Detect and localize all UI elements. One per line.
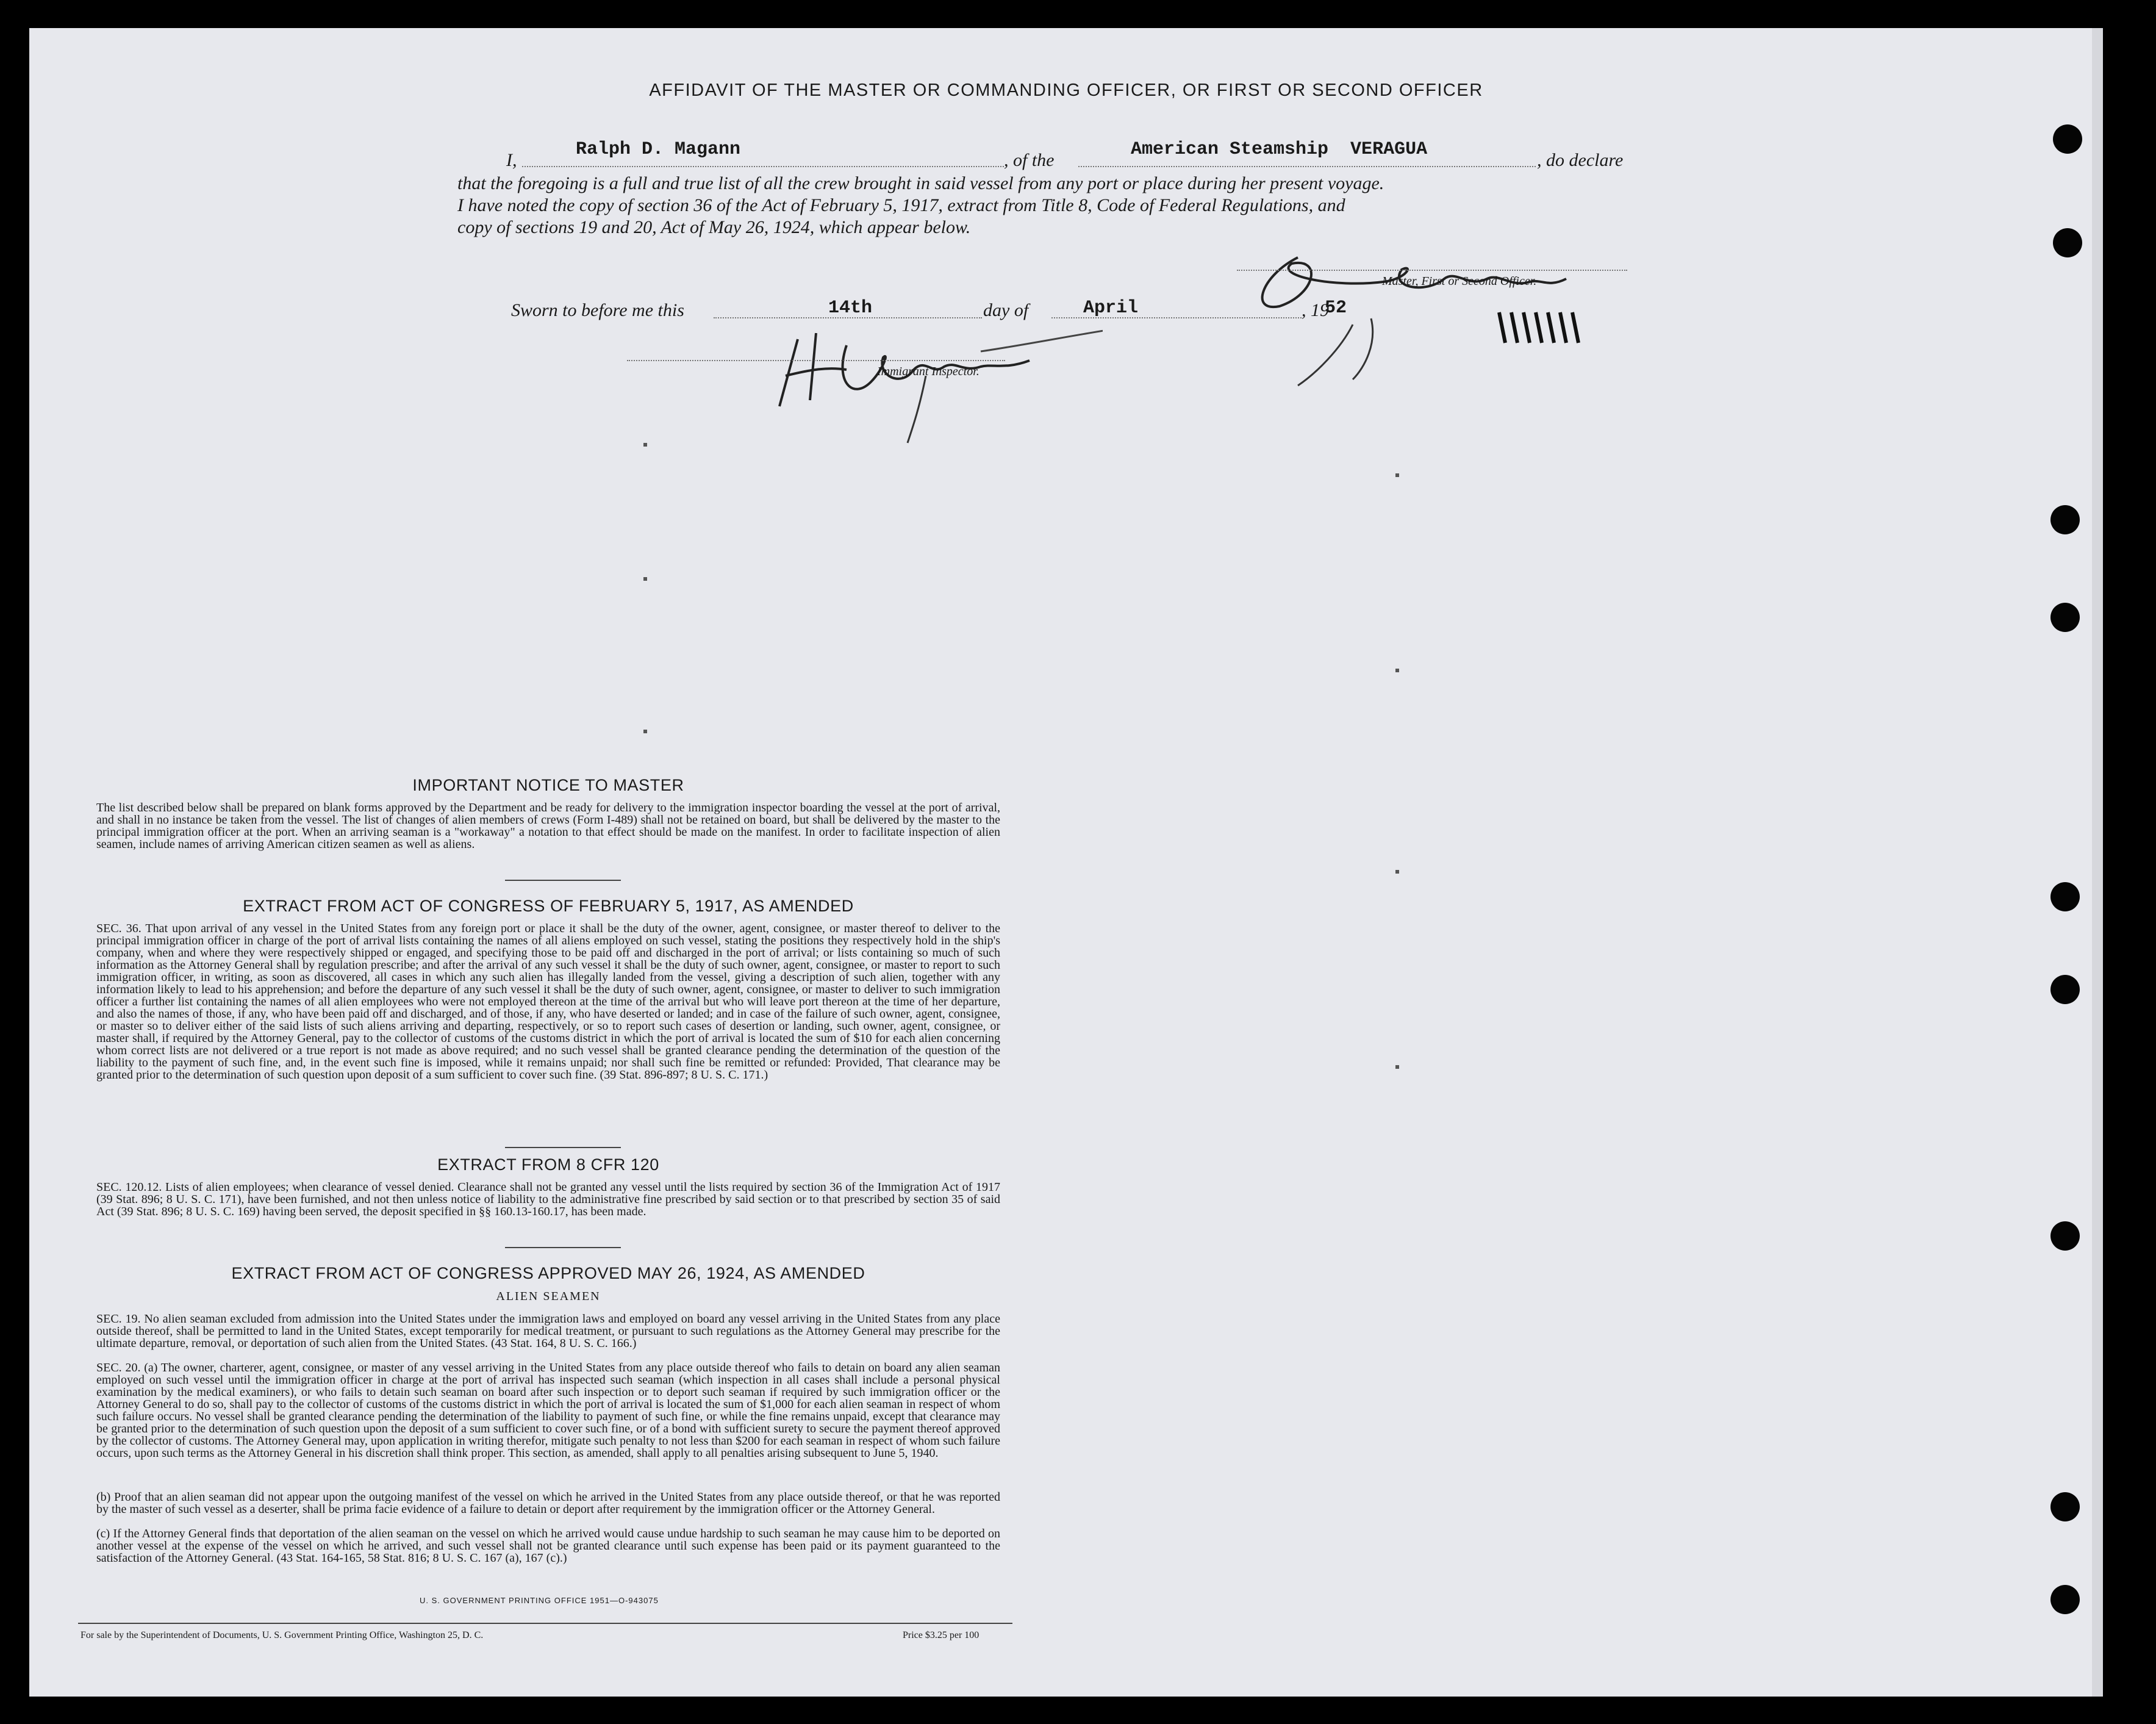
punch-hole xyxy=(2050,505,2080,534)
affidavit-title: AFFIDAVIT OF THE MASTER OR COMMANDING OFFICER, OR FIRST OR SECOND OFFICER xyxy=(649,81,1483,100)
margin-mark xyxy=(1395,669,1399,672)
sec-20b-text: (b) Proof that an alien seaman did not appear upon the outgoing manifest of the vessel on which he arrived in the United States from any place outside thereof, or that he was reported by the master of such vessel as a deserter, shall be prima facie evidence of a failure to detain or deport after requirement by the immigration officer or the Attorney General. xyxy=(96,1490,1000,1516)
gpo-imprint: U. S. GOVERNMENT PRINTING OFFICE 1951—O-943075 xyxy=(420,1596,659,1605)
punch-hole xyxy=(2050,882,2080,911)
sec-20c-text: (c) If the Attorney General finds that deportation of the alien seaman on the vessel on which he arrived would cause undue hardship to such seaman he may cause him to be deported on another vessel at the expense of the vessel on which he arrived, and such vessel shall not be granted clearance until such expense has been paid or its payment guaranteed to the satisfaction of the Attorney General. (43 Stat. 164-165, 58 Stat. 816; 8 U. S. C. 167 (a), 167 (c).) xyxy=(96,1527,1000,1565)
divider xyxy=(505,880,621,881)
master-caption: Master, First or Second Officer. xyxy=(1382,275,1537,288)
footer-sale-note: For sale by the Superintendent of Documents, U. S. Government Printing Office, Washington 25, D. C. xyxy=(81,1630,484,1640)
extract-cfr-title: EXTRACT FROM 8 CFR 120 xyxy=(437,1155,659,1174)
document-page xyxy=(29,28,2103,1697)
page-edge xyxy=(2092,28,2103,1697)
punch-hole xyxy=(2050,1585,2080,1614)
punch-hole xyxy=(2053,228,2082,257)
extract-1924-title: EXTRACT FROM ACT OF CONGRESS APPROVED MAY 26, 1924, AS AMENDED xyxy=(231,1264,865,1282)
sworn-day: 14th xyxy=(828,298,873,318)
master-name: Ralph D. Magann xyxy=(576,139,741,160)
footer-price: Price $3.25 per 100 xyxy=(903,1630,980,1640)
affidavit-line-3: I have noted the copy of section 36 of the Act of February 5, 1917, extract from Title 8, Code of Federal Regulations, and xyxy=(457,195,1345,215)
name-line xyxy=(522,166,1004,167)
inspector-signature-line xyxy=(627,360,1005,361)
notice-title: IMPORTANT NOTICE TO MASTER xyxy=(412,776,684,794)
extract-1917-body: SEC. 36. That upon arrival of any vessel in the United States from any foreign port or place it shall be the duty of the owner, agent, consignee, or master thereof to deliver to the principal immigration officer in charge of the port of arrival lists containing the names of all aliens employed on such vessel, stating the positions they respectively hold in the ship's company, when and where they were respectively shipped or engaged, and specifying those to be paid off and discharged in the port of arrival; or lists containing so much of such information as the Attorney General shall by regulation prescribe; and after the arrival of any such vessel it shall be the duty of such owner, agent, consignee, or master to report to such immigration officer, in writing, as soon as discovered, all cases in which any such alien has illegally landed from the vessel, giving a description of such alien, together with any information likely to lead to his apprehension; and before the departure of any such vessel it shall be the duty of such owner, agent, consignee, or master to deliver to such immigration officer a further list containing the names of all alien employees who were not employed thereon at the time of the arrival but who will leave port thereon at the time of her departure, and also the names of those, if any, who have been paid off and discharged, and of those, if any, who have deserted or landed; and in case of the failure of such owner, agent, consignee, or master so to deliver either of the said lists of such aliens arriving and departing, respectively, or so to report such cases of desertion or landing, such owner, agent, consignee, or master shall, if required by the Attorney General, pay to the collector of customs of the customs district in which the port of arrival is located the sum of $10 for each alien concerning whom correct lists are not delivered or a true report is not made as above required; and no such vessel shall be granted clearance pending the determination of the question of the liability to the payment of such fine, and, in the event such fine is imposed, while it remains unpaid; nor shall such fine be remitted or refunded: Provided, That clearance may be granted prior to the determination of such question upon deposit of a sum sufficient to cover such fine. (39 Stat. 896-897; 8 U. S. C. 171.) xyxy=(96,922,1000,1082)
master-signature-line xyxy=(1237,270,1627,271)
margin-mark xyxy=(643,443,647,447)
footer-rule xyxy=(78,1623,1012,1624)
master-signature xyxy=(1225,221,1652,398)
margin-mark xyxy=(1395,473,1399,477)
divider xyxy=(505,1147,621,1148)
vessel-name: American Steamship VERAGUA xyxy=(1131,139,1428,160)
punch-hole xyxy=(2050,975,2080,1004)
punch-hole xyxy=(2050,603,2080,632)
divider xyxy=(505,1247,621,1248)
margin-mark xyxy=(1395,1065,1399,1069)
year-prefix: , 19 xyxy=(1302,300,1329,320)
punch-hole xyxy=(2053,124,2082,154)
sworn-label: Sworn to before me this xyxy=(511,300,684,320)
sworn-month: April xyxy=(1083,298,1139,318)
punch-hole xyxy=(2050,1492,2080,1521)
margin-mark xyxy=(643,577,647,581)
extract-1917-title: EXTRACT FROM ACT OF CONGRESS OF FEBRUARY 5, 1917, AS AMENDED xyxy=(243,897,854,915)
margin-mark xyxy=(643,730,647,733)
day-of-label: day of xyxy=(983,300,1029,320)
sec-20a-text: SEC. 20. (a) The owner, charterer, agent, consignee, or master of any vessel arriving in the United States from any place outside thereof who fails to detain on board any alien seaman employed on such vessel until the immigration officer in charge at the port of arrival has inspected such seaman (which inspection in all cases shall include a personal physical examination by the medical examiners), or who fails to detain such seaman on board after such inspection or to deport such seaman if required by such immigration officer or the Attorney General to do so, shall pay to the collector of customs of the customs district in which the port of arrival is located the sum of $1,000 for each alien seaman in respect of whom such failure occurs. No vessel shall be granted clearance pending the determination of the liability to payment of such fine, or while the fine remains unpaid, except that clearance may be granted prior to the determination of such question upon the deposit of a sum sufficient to cover such fine, or of a bond with sufficient surety to secure the payment thereof approved by the collector of customs. The Attorney General may, upon application in writing therefor, mitigate such penalty to not less than $200 for each seaman in respect of whom such failure occurs, upon such terms as the Attorney General in his discretion shall think proper. This section, as amended, shall apply to all penalties arising subsequent to June 5, 1940. xyxy=(96,1361,1000,1460)
of-the-label: , of the xyxy=(1004,150,1055,170)
do-declare-label: , do declare xyxy=(1537,150,1624,170)
extract-cfr-body: SEC. 120.12. Lists of alien employees; when clearance of vessel denied. Clearance shall not be granted any vessel until the lists required by section 36 of the Immigration Act of 1917 (39 Stat. 896; 8 U. S. C. 171), have been furnished, and not then unless notice of liability to the administrative fine prescribed by said section or to that prescribed by section 35 of said Act (39 Stat. 896; 8 U. S. C. 169) having been served, the deposit specified in §§ 160.13-160.17, has been made. xyxy=(96,1180,1000,1218)
margin-mark xyxy=(1395,870,1399,874)
punch-hole xyxy=(2050,1221,2080,1251)
notice-body: The list described below shall be prepared on blank forms approved by the Department and be ready for delivery to the immigration inspector boarding the vessel at the port of arrival, and shall in no instance be taken from the vessel. The list of changes of alien members of crews (Form I-489) shall not be retained on board, but shall be delivered by the master to the principal immigration officer at the port. When an arriving seaman is a "workaway" a notation to that effect should be made on the manifest. In order to facilitate inspection of alien seamen, include names of arriving American citizen seamen as well as aliens. xyxy=(96,801,1000,851)
sworn-year: 52 xyxy=(1325,298,1347,318)
i-label: I, xyxy=(506,150,517,170)
inspector-caption: Immigrant Inspector. xyxy=(877,365,980,378)
affidavit-line-4: copy of sections 19 and 20, Act of May 26, 1924, which appear below. xyxy=(457,217,971,237)
sec-19-text: SEC. 19. No alien seaman excluded from admission into the United States under the immigration laws and employed on board any vessel arriving in the United States from any place outside thereof, shall be permitted to land in the United States, except temporarily for medical treatment, or pursuant to such regulations as the Attorney General may prescribe for the ultimate departure, removal, or deportation of such alien from the United States. (43 Stat. 164, 8 U. S. C. 166.) xyxy=(96,1312,1000,1350)
extract-1924-subtitle: ALIEN SEAMEN xyxy=(496,1290,601,1303)
vessel-line xyxy=(1078,166,1536,167)
inspector-signature xyxy=(761,309,1103,449)
affidavit-line-2: that the foregoing is a full and true list of all the crew brought in said vessel from any port or place during her present voyage. xyxy=(457,173,1384,193)
